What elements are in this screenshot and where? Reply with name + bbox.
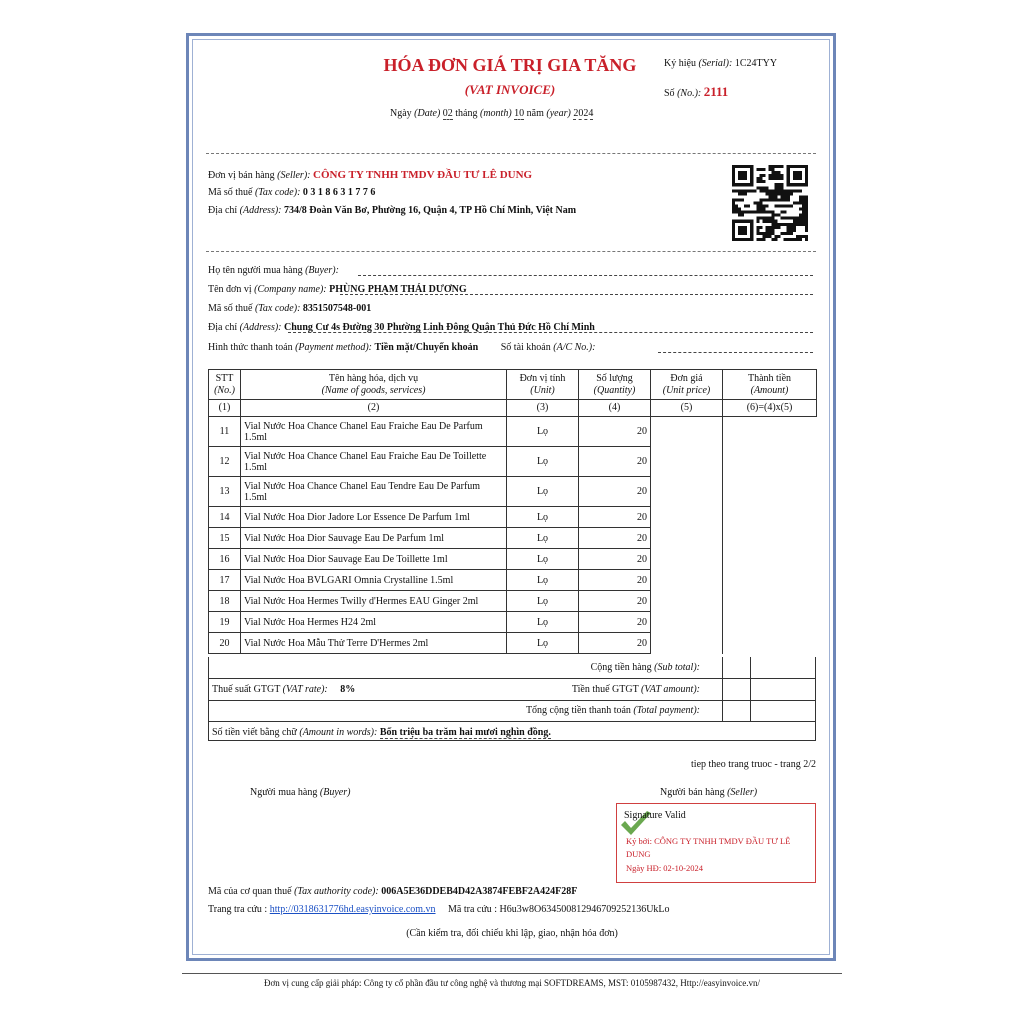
table-header-row — [209, 370, 817, 400]
buyer-signature-label: Người mua hàng (Buyer) — [250, 787, 351, 798]
row-name: Vial Nước Hoa Hermes H24 2ml — [241, 612, 507, 633]
table-index-row: (1) (2) (3) (4) (5) (6)=(4)x(5) — [209, 400, 817, 417]
tax-authority-code: Mã của cơ quan thuế (Tax authority code): 006A5E36DDEB4D42A3874FEBF2A424F28F — [208, 886, 578, 897]
invoice-date: Ngày (Date) 02 tháng (month) 10 năm (year) 2024 — [390, 108, 594, 119]
row-price — [651, 507, 723, 528]
row-price — [651, 477, 723, 507]
buyer-tax-code: Mã số thuế (Tax code): 8351507548-001 — [208, 303, 372, 314]
seller-tax-code: Mã số thuế (Tax code): 0 3 1 8 6 3 1 7 7 6 — [208, 187, 376, 198]
items-table — [208, 369, 817, 654]
divider — [206, 251, 816, 252]
row-amount — [723, 477, 817, 507]
row-amount — [723, 612, 817, 633]
row-amount — [723, 570, 817, 591]
row-unit: Lọ — [507, 477, 579, 507]
buyer-company: Tên đơn vị (Company name): PHÙNG PHẠM THÁI DƯƠNG — [208, 284, 816, 295]
check-note: (Cần kiểm tra, đối chiếu khi lập, giao, nhận hóa đơn) — [406, 928, 618, 939]
row-no: 18 — [209, 591, 241, 612]
signed-by: Ký bởi: CÔNG TY TNHH TMDV ĐẦU TƯ LÊ DUNG — [626, 836, 791, 859]
row-no: 11 — [209, 417, 241, 447]
invoice-subtitle: (VAT INVOICE) — [464, 82, 556, 97]
row-no: 16 — [209, 549, 241, 570]
header-qty: Số lượng (Quantity) — [579, 370, 651, 400]
row-amount — [723, 507, 817, 528]
table-row — [209, 417, 817, 447]
row-amount — [723, 528, 817, 549]
amount-in-words: Số tiền viết bằng chữ (Amount in words): Bốn triệu ba trăm hai mươi nghìn đồng. — [212, 727, 551, 738]
row-unit: Lọ — [507, 570, 579, 591]
row-qty: 20 — [579, 477, 651, 507]
row-price — [651, 612, 723, 633]
row-unit: Lọ — [507, 612, 579, 633]
footer-provider: Đơn vị cung cấp giải pháp: Công ty cổ phần đầu tư công nghệ và thương mại SOFTDREAMS, MST: 0105987432, Http://easyinvoice.vn/ — [263, 978, 761, 988]
row-qty: 20 — [579, 447, 651, 477]
buyer-address: Địa chỉ (Address): Chung Cư 4s Đường 30 Phường Linh Đông Quận Thủ Đức Hồ Chí Minh — [208, 322, 816, 333]
seller-signature-label: Người bán hàng (Seller) — [660, 787, 758, 798]
row-price — [651, 528, 723, 549]
row-no: 14 — [209, 507, 241, 528]
row-name: Vial Nước Hoa Hermes Twilly d'Hermes EAU Ginger 2ml — [241, 591, 507, 612]
row-qty: 20 — [579, 591, 651, 612]
row-qty: 20 — [579, 633, 651, 654]
table-row — [209, 570, 817, 591]
divider — [206, 153, 816, 154]
row-qty: 20 — [579, 507, 651, 528]
header-amount: Thành tiền (Amount) — [723, 370, 817, 400]
row-price — [651, 417, 723, 447]
lookup-info: Trang tra cứu : http://0318631776hd.easyinvoice.com.vn Mã tra cứu : H6u3w8O634500812946709252136UkLo — [208, 904, 670, 915]
row-name: Vial Nước Hoa Mẫu Thử Terre D'Hermes 2ml — [241, 633, 507, 654]
signed-date: Ngày HĐ: 02-10-2024 — [626, 863, 703, 873]
row-unit: Lọ — [507, 417, 579, 447]
table-row — [209, 612, 817, 633]
row-unit: Lọ — [507, 447, 579, 477]
row-name: Vial Nước Hoa Dior Sauvage Eau De Toillette 1ml — [241, 549, 507, 570]
row-no: 19 — [209, 612, 241, 633]
row-price — [651, 549, 723, 570]
seller-address: Địa chỉ (Address): 734/8 Đoàn Văn Bơ, Phường 16, Quận 4, TP Hồ Chí Minh, Việt Nam — [208, 205, 577, 216]
row-no: 13 — [209, 477, 241, 507]
row-amount — [723, 549, 817, 570]
row-unit: Lọ — [507, 549, 579, 570]
row-qty: 20 — [579, 570, 651, 591]
row-qty: 20 — [579, 549, 651, 570]
row-name: Vial Nước Hoa Chance Chanel Eau Fraiche Eau De Toillette 1.5ml — [241, 447, 507, 477]
row-price — [651, 447, 723, 477]
row-name: Vial Nước Hoa Chance Chanel Eau Fraiche Eau De Parfum 1.5ml — [241, 417, 507, 447]
footer-divider — [182, 973, 842, 974]
vat-amount-label: Tiền thuế GTGT (VAT amount): — [571, 684, 700, 695]
invoice-title: HÓA ĐƠN GIÁ TRỊ GIA TĂNG — [383, 55, 637, 75]
row-price — [651, 591, 723, 612]
table-row — [209, 528, 817, 549]
row-name: Vial Nước Hoa Dior Sauvage Eau De Parfum 1ml — [241, 528, 507, 549]
digital-signature-box — [616, 803, 816, 883]
row-no: 12 — [209, 447, 241, 477]
payment-method: Hình thức thanh toán (Payment method): Tiền mặt/Chuyển khoản Số tài khoản (A/C No.): — [208, 342, 816, 353]
header-name: Tên hàng hóa, dịch vụ (Name of goods, services) — [241, 370, 507, 400]
seller-name: Đơn vị bán hàng (Seller): CÔNG TY TNHH TMDV ĐẦU TƯ LÊ DUNG — [208, 169, 533, 181]
buyer-name: Họ tên người mua hàng (Buyer): — [208, 265, 816, 276]
row-unit: Lọ — [507, 528, 579, 549]
row-no: 15 — [209, 528, 241, 549]
row-no: 20 — [209, 633, 241, 654]
row-amount — [723, 417, 817, 447]
row-name: Vial Nước Hoa Dior Jadore Lor Essence De Parfum 1ml — [241, 507, 507, 528]
continuation-note: tiep theo trang truoc - trang 2/2 — [691, 759, 816, 770]
total-payment-label: Tổng cộng tiền thanh toán (Total payment): — [525, 705, 700, 716]
table-row — [209, 549, 817, 570]
row-name: Vial Nước Hoa Chance Chanel Eau Tendre Eau De Parfum 1.5ml — [241, 477, 507, 507]
row-unit: Lọ — [507, 591, 579, 612]
row-no: 17 — [209, 570, 241, 591]
table-row — [209, 633, 817, 654]
row-name: Vial Nước Hoa BVLGARI Omnia Crystalline 1.5ml — [241, 570, 507, 591]
serial: Ký hiệu (Serial): 1C24TYY — [664, 58, 778, 69]
row-qty: 20 — [579, 528, 651, 549]
vat-rate: Thuế suất GTGT (VAT rate): 8% — [212, 684, 356, 695]
table-row — [209, 477, 817, 507]
row-amount — [723, 633, 817, 654]
row-price — [651, 633, 723, 654]
table-row — [209, 507, 817, 528]
row-unit: Lọ — [507, 633, 579, 654]
row-qty: 20 — [579, 612, 651, 633]
lookup-url-link[interactable]: http://0318631776hd.easyinvoice.com.vn — [269, 904, 436, 915]
row-qty: 20 — [579, 417, 651, 447]
row-amount — [723, 447, 817, 477]
table-row — [209, 591, 817, 612]
signature-valid-text: Signature Valid — [624, 810, 686, 821]
row-price — [651, 570, 723, 591]
row-amount — [723, 591, 817, 612]
qr-code-icon — [732, 165, 808, 241]
header-unit: Đơn vị tính (Unit) — [507, 370, 579, 400]
row-unit: Lọ — [507, 507, 579, 528]
invoice-number: Số (No.): 2111 — [664, 84, 729, 99]
header-price: Đơn giá (Unit price) — [651, 370, 723, 400]
header-no: STT (No.) — [209, 370, 241, 400]
table-row — [209, 447, 817, 477]
subtotal-label: Cộng tiền hàng (Sub total): — [590, 662, 700, 673]
